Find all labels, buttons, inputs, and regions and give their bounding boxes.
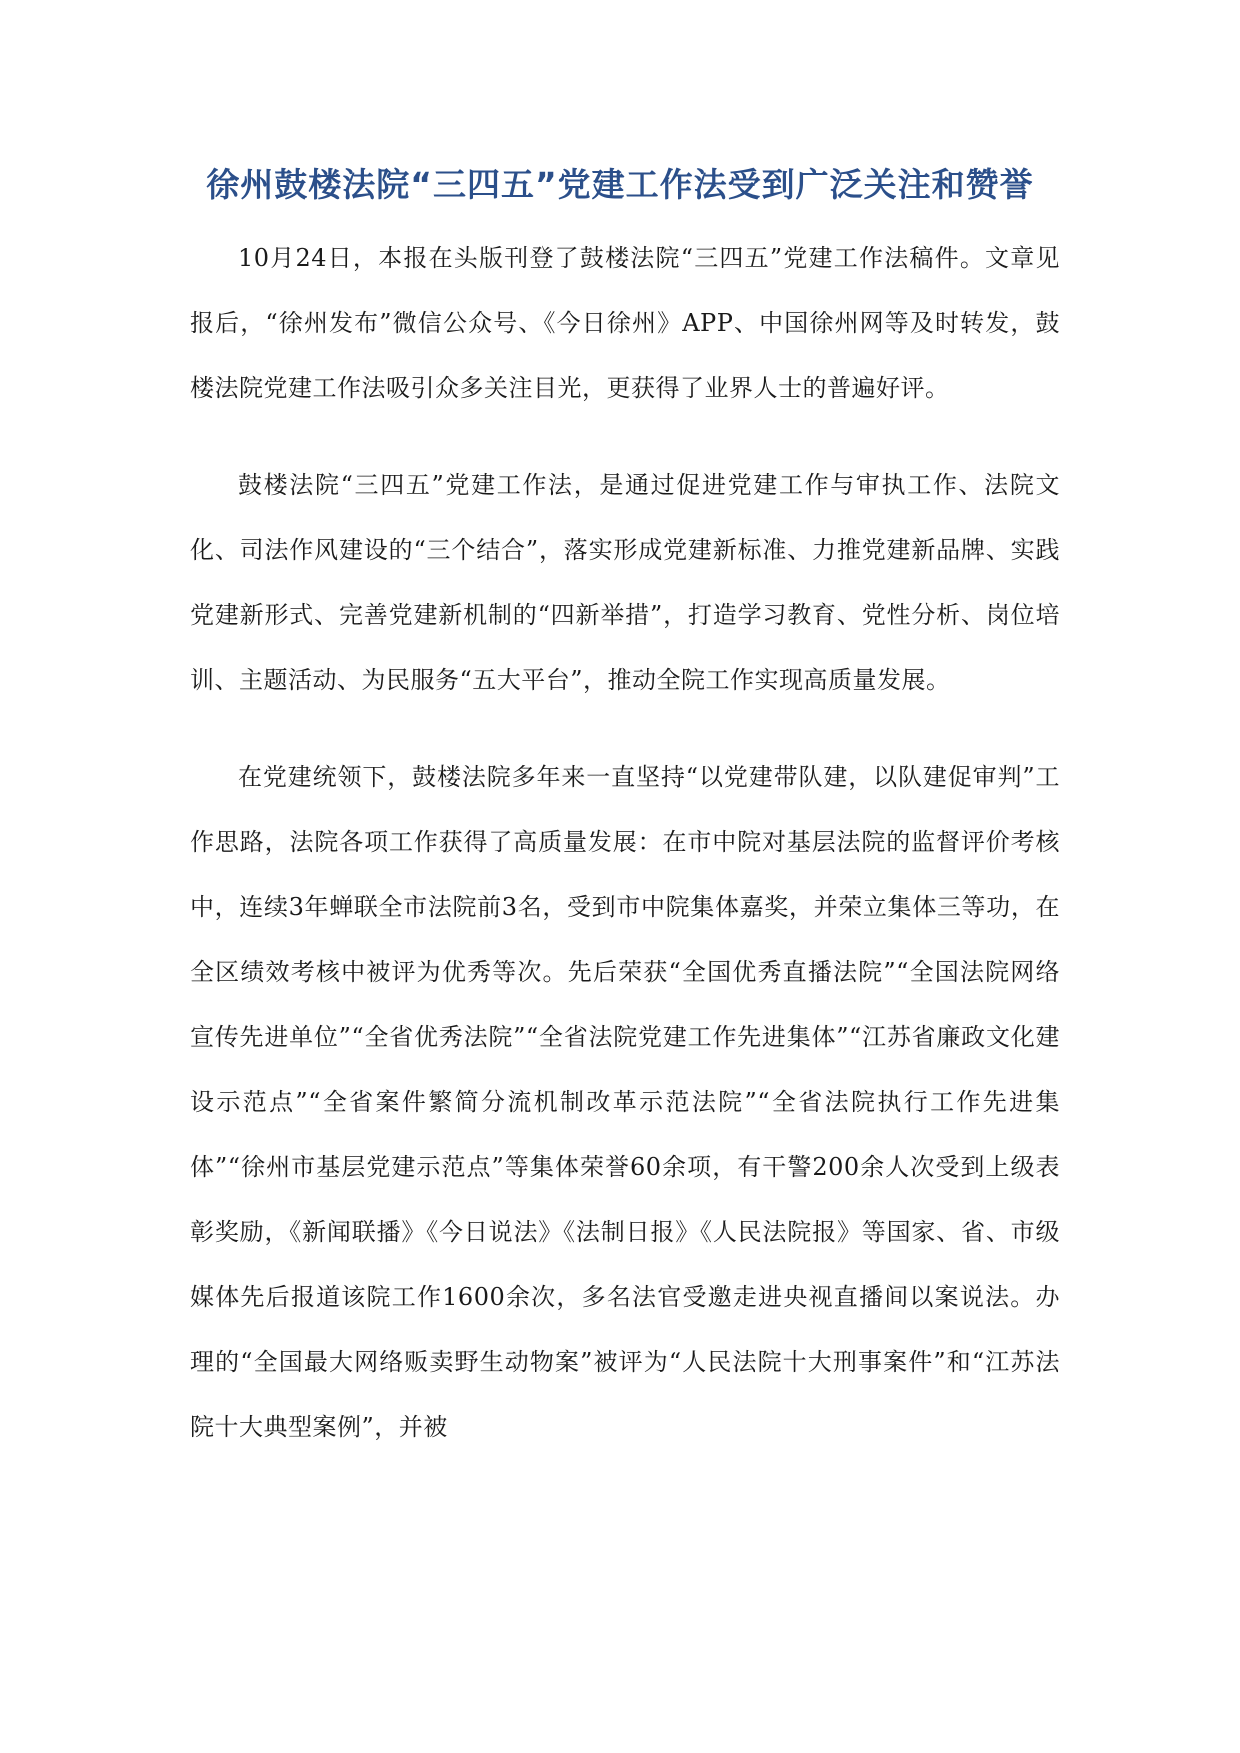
paragraph-3: 在党建统领下，鼓楼法院多年来一直坚持“以党建带队建，以队建促审判”工作思路，法院各项工作获得了高质量发展：在市中院对基层法院的监督评价考核中，连续3年蝉联全市法院前3名，受到市中院集体嘉奖，并荣立集体三等功，在全区绩效考核中被评为优秀等次。先后荣获“全国优秀直播法院”“全国法院网络宣传先进单位”“全省优秀法院”“全省法院党建工作先进集体”“江苏省廉政文化建设示范点”“全省案件繁简分流机制改革示范法院”“全省法院执行工作先进集体”“徐州市基层党建示范点”等集体荣誉60余项，有干警200余人次受到上级表彰奖励，《新闻联播》《今日说法》《法制日报》《人民法院报》等国家、省、市级媒体先后报道该院工作1600余次，多名法官受邀走进央视直播间以案说法。办理的“全国最大网络贩卖野生动物案”被评为“人民法院十大刑事案件”和“江苏法院十大典型案例”，并被 [190, 763, 1060, 1441]
paragraph-1: 10月24日，本报在头版刊登了鼓楼法院“三四五”党建工作法稿件。文章见报后，“徐州发布”微信公众号、《今日徐州》APP、中国徐州网等及时转发，鼓楼法院党建工作法吸引众多关注目光，更获得了业界人士的普遍好评。 [190, 244, 1060, 402]
paragraph-2: 鼓楼法院“三四五”党建工作法，是通过促进党建工作与审执工作、法院文化、司法作风建设的“三个结合”，落实形成党建新标准、力推党建新品牌、实践党建新形式、完善党建新机制的“四新举措”，打造学习教育、党性分析、岗位培训、主题活动、为民服务“五大平台”，推动全院工作实现高质量发展。 [190, 471, 1060, 694]
document-title: 徐州鼓楼法院“三四五”党建工作法受到广泛关注和赞誉 [206, 165, 1034, 204]
document-body [190, 226, 1060, 1460]
